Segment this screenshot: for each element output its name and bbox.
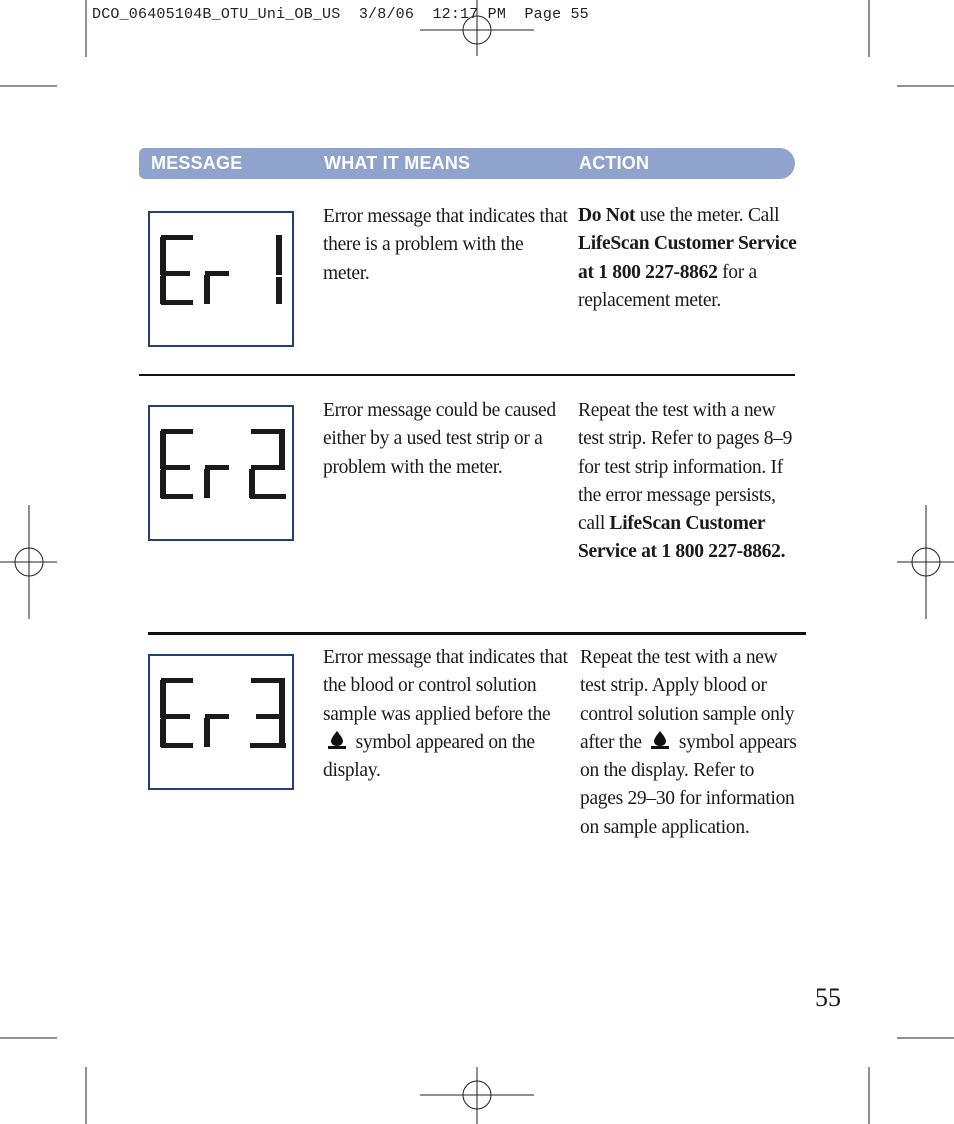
header-what-it-means: WHAT IT MEANS xyxy=(324,153,471,173)
page-number: 55 xyxy=(815,983,841,1012)
er1-meaning: Error message that indicates that there is a problem with the meter. xyxy=(323,206,568,284)
er3-action: Repeat the test with a new test strip. Apply blood or control solution sample only after the symbol appears on the display. Refer to pages 29–30 for information on sample application. xyxy=(580,647,797,838)
header-action: ACTION xyxy=(579,153,650,173)
lcd-er2-digits xyxy=(150,407,296,543)
table-header xyxy=(139,148,795,179)
row-divider xyxy=(148,632,806,635)
er2-action: Repeat the test with a new test strip. Refer to pages 8–9 for test strip information. If the error message persists, call LifeScan Customer Service at 1 800 227-8862. xyxy=(578,400,793,563)
er3-meaning: Error message that indicates that the blood or control solution sample was applied before the symbol appeared on the display. xyxy=(323,647,568,782)
lcd-display-er1 xyxy=(148,211,294,347)
lcd-er3-digits xyxy=(150,656,296,792)
lcd-er1-digits xyxy=(150,213,296,349)
header-message: MESSAGE xyxy=(151,153,243,173)
blood-drop-icon xyxy=(650,730,670,750)
blood-drop-icon xyxy=(327,730,347,750)
lcd-display-er3 xyxy=(148,654,294,790)
lcd-display-er2 xyxy=(148,405,294,541)
row-divider xyxy=(139,374,795,376)
er2-meaning: Error message could be caused either by a used test strip or a problem with the meter. xyxy=(323,400,556,478)
er1-action: Do Not use the meter. Call LifeScan Customer Service at 1 800 227-8862 for a replacement meter. xyxy=(578,205,797,311)
print-slug: DCO_06405104B_OTU_Uni_OB_US 3/8/06 12:17 PM Page 55 xyxy=(92,6,589,23)
